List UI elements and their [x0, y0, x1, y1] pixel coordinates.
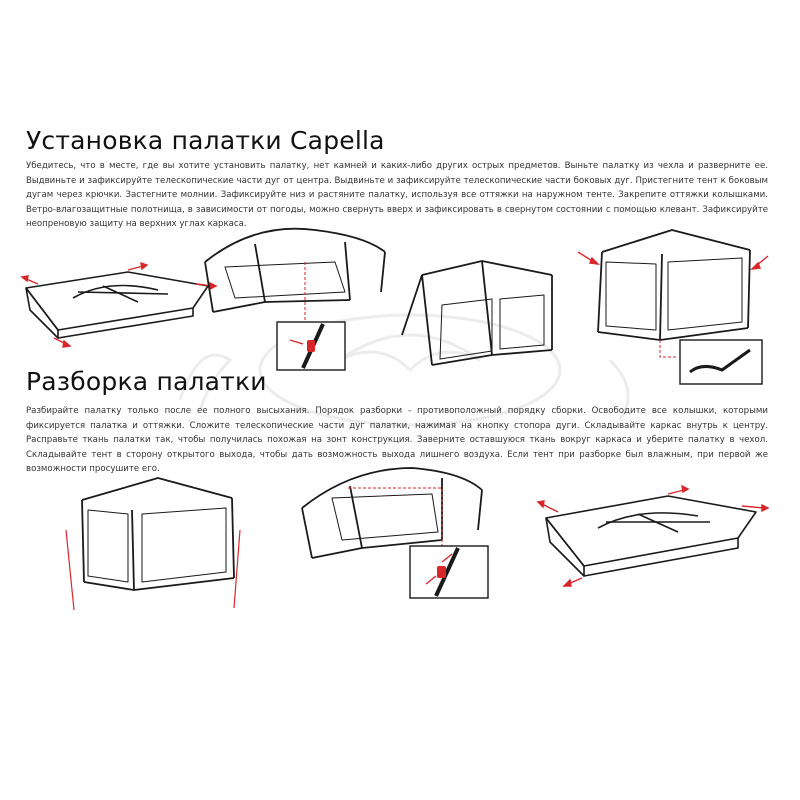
install-step-2-figure — [195, 222, 395, 372]
disassemble-step-3-figure — [528, 482, 778, 592]
install-step-4-figure — [572, 222, 772, 387]
disassemble-title: Разборка палатки — [26, 367, 267, 396]
disassemble-step-2-figure — [292, 458, 492, 623]
install-step-3-figure — [392, 255, 562, 375]
install-title: Установка палатки Capella — [26, 126, 385, 155]
install-instructions: Убедитесь, что в месте, где вы хотите установить палатку, нет камней и каких-либо других острых предметов. Выньте палатку из чехла и разверните ее. Выдвиньте и зафиксируйте телескопические части дуг от центра. Выдвиньте и зафиксируйте телескопические части боковых дуг. Пристегните тент к боковым дугам через крючки. Застегните молнии. Зафиксируйте низ и растяните палатку, используя все оттяжки на наружном тенте. Закрепите оттяжки колышками. Ветро-влагозащитные полотнища, в зависимости от погоды, можно свернуть вверх и зафиксировать в свернутом состоянии с помощью клевант. Зафиксируйте неопреновую защиту на верхних углах каркаса. — [26, 161, 768, 230]
install-step-1-figure — [18, 258, 218, 348]
disassemble-step-1-figure — [62, 470, 257, 620]
disassemble-instructions: Разбирайте палатку только после ее полного высыхания. Порядок разборки - противоположный порядку сборки. Освободите все колышки, которыми фиксируется палатка и оттяжки. Сложите телескопические части дуг палатки, нажимая на кнопку стопора дуги. Складывайте каркас внутрь к центру. Расправьте ткань палатки так, чтобы получилась похожая на зонт конструкция. Заверните оставшуюся ткань вокруг каркаса и уберите палатку в чехол. Складывайте тент в сторону открытого выхода, чтобы дать возможность выхода лишнего воздуха. Если тент при разборке был влажным, при первой же возможности просушите его. — [26, 406, 768, 475]
